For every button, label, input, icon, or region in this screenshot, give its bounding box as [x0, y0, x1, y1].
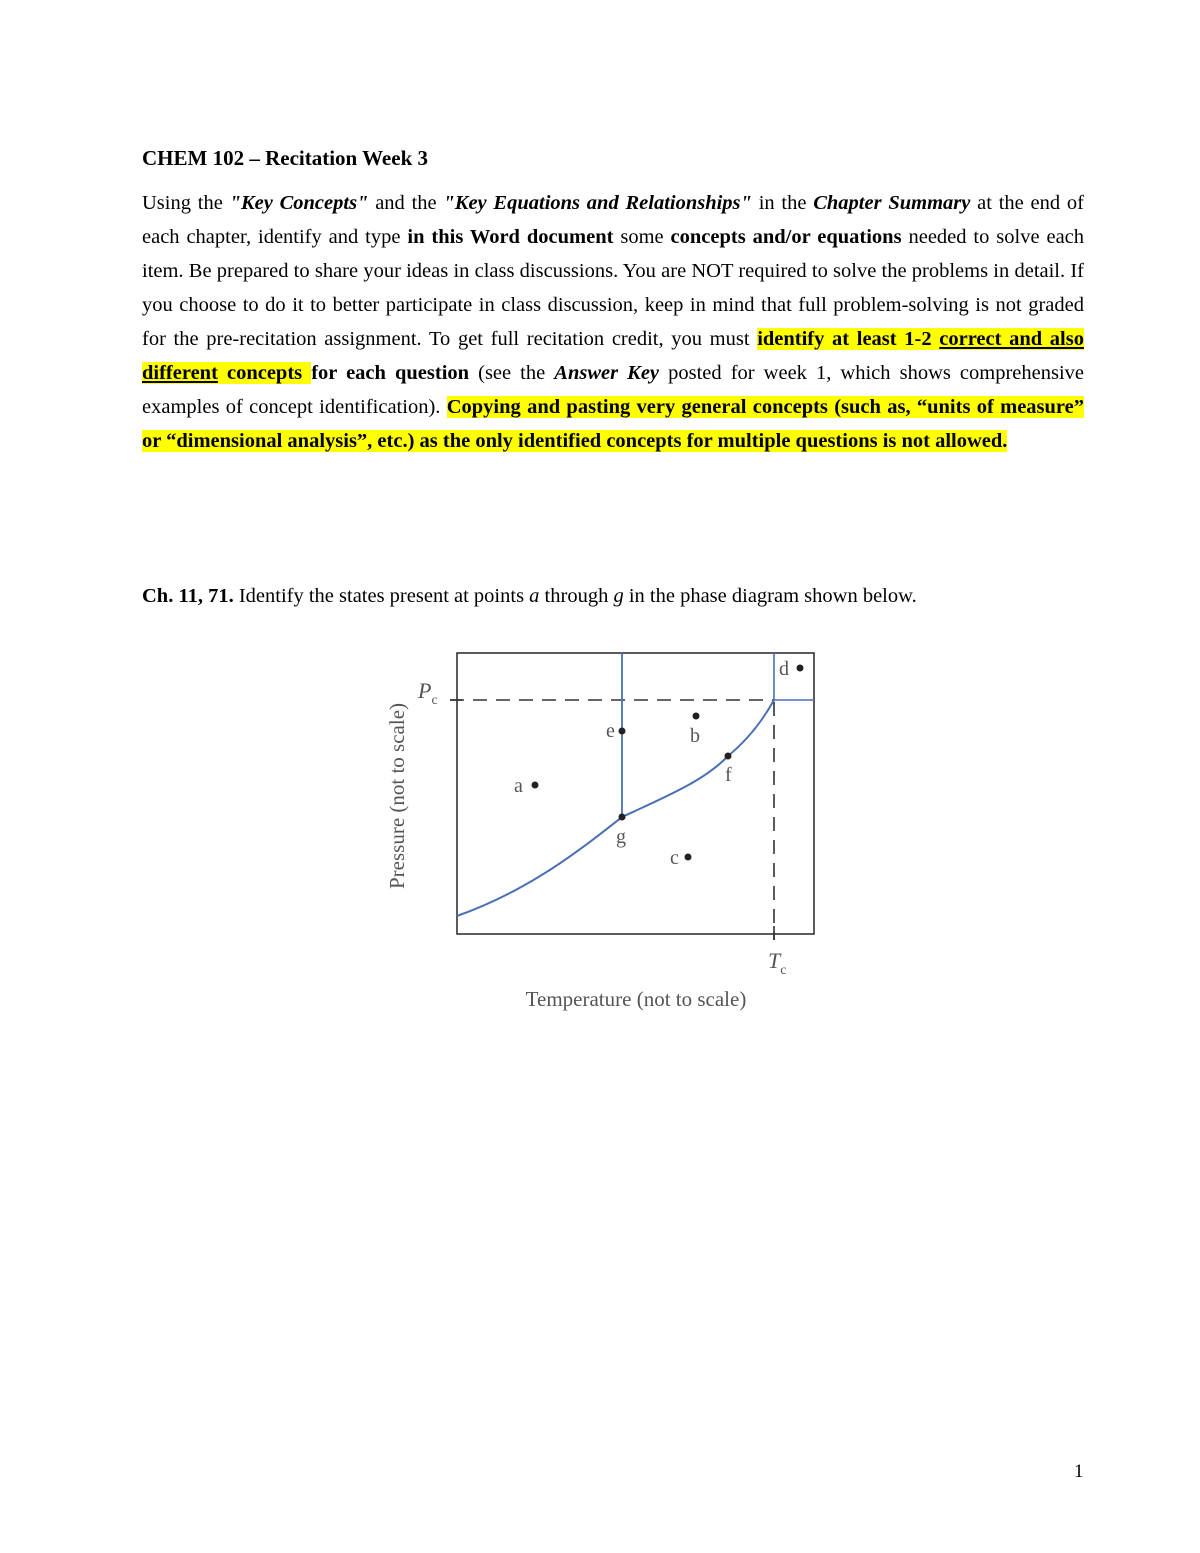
- point-c-marker: [685, 854, 692, 861]
- question-ch11-71: [142, 580, 917, 612]
- tc-label-letter: T: [768, 948, 781, 973]
- question-var-a: a: [529, 585, 540, 607]
- instr-text: (see the: [469, 362, 555, 384]
- point-e-label: e: [606, 720, 615, 742]
- pc-label: [417, 678, 438, 708]
- point-a-marker: [532, 782, 539, 789]
- instr-text: posted for week 1, which shows comprehensive examples of concept identification).: [142, 362, 1085, 418]
- tc-label-sub: c: [780, 963, 787, 978]
- instr-text: in the: [751, 192, 814, 214]
- point-f-label: f: [725, 764, 732, 786]
- instr-for-each-question: for each question: [311, 362, 470, 384]
- instr-highlight-concepts: concepts: [217, 362, 312, 384]
- question-text: in the phase diagram shown below.: [623, 585, 917, 607]
- question-text: through: [539, 585, 614, 607]
- instr-chapter-summary: Chapter Summary: [813, 192, 971, 214]
- tc-label: [768, 948, 786, 978]
- phase-diagram: [370, 640, 830, 1020]
- question-var-g: g: [613, 585, 624, 607]
- instr-key-concepts: "Key Concepts": [229, 192, 369, 214]
- instr-highlight-warning: Copying and pasting very general concepts (such as, “units of measure” or “dimensional analysis”, etc.) as the only identified concepts for multiple questions is not allowed.: [142, 396, 1084, 452]
- point-g-label: g: [616, 826, 626, 848]
- instr-highlight-correct-different: correct and also different: [142, 328, 1084, 384]
- point-d-label: d: [779, 658, 789, 680]
- question-text: Identify the states present at points: [233, 585, 530, 607]
- x-axis-title: Temperature (not to scale): [525, 987, 747, 1011]
- instr-key-equations: "Key Equations and Relationships": [443, 192, 752, 214]
- y-axis-title: Pressure (not to scale): [385, 702, 409, 890]
- point-d-marker: [797, 665, 804, 672]
- point-b-marker: [693, 713, 700, 720]
- sublimation-curve: [457, 817, 622, 916]
- point-g-marker: [619, 814, 626, 821]
- instr-text: at the end of each chapter, identify and type: [142, 192, 1084, 248]
- instr-highlight-identify: identify at least 1-2: [757, 328, 940, 350]
- instr-text: and the: [368, 192, 444, 214]
- pc-label-letter: P: [418, 678, 432, 703]
- instr-word-document: in this Word document: [407, 226, 614, 248]
- instr-text: Using the: [142, 192, 230, 214]
- page-number: 1: [1074, 1461, 1084, 1482]
- point-a-label: a: [514, 775, 523, 797]
- instructions-paragraph: [142, 186, 1084, 458]
- document-title: CHEM 102 – Recitation Week 3: [142, 146, 429, 170]
- point-f-marker: [725, 753, 732, 760]
- instr-text: some: [613, 226, 671, 248]
- point-c-label: c: [670, 847, 679, 869]
- instr-text: needed to solve each item. Be prepared to share your ideas in class discussions. You are NOT required to solve the problems in detail. If you choose to do it to better participate in class discussion, keep in mind that full problem-solving is not graded for the pre-recitation assignment. To get full recitation credit, you must: [142, 226, 1085, 350]
- question-label: Ch. 11, 71.: [142, 585, 234, 607]
- point-b-label: b: [690, 725, 700, 747]
- instr-answer-key: Answer Key: [554, 362, 660, 384]
- pc-label-sub: c: [431, 693, 438, 708]
- point-e-marker: [619, 728, 626, 735]
- instr-concepts-equations: concepts and/or equations: [670, 226, 902, 248]
